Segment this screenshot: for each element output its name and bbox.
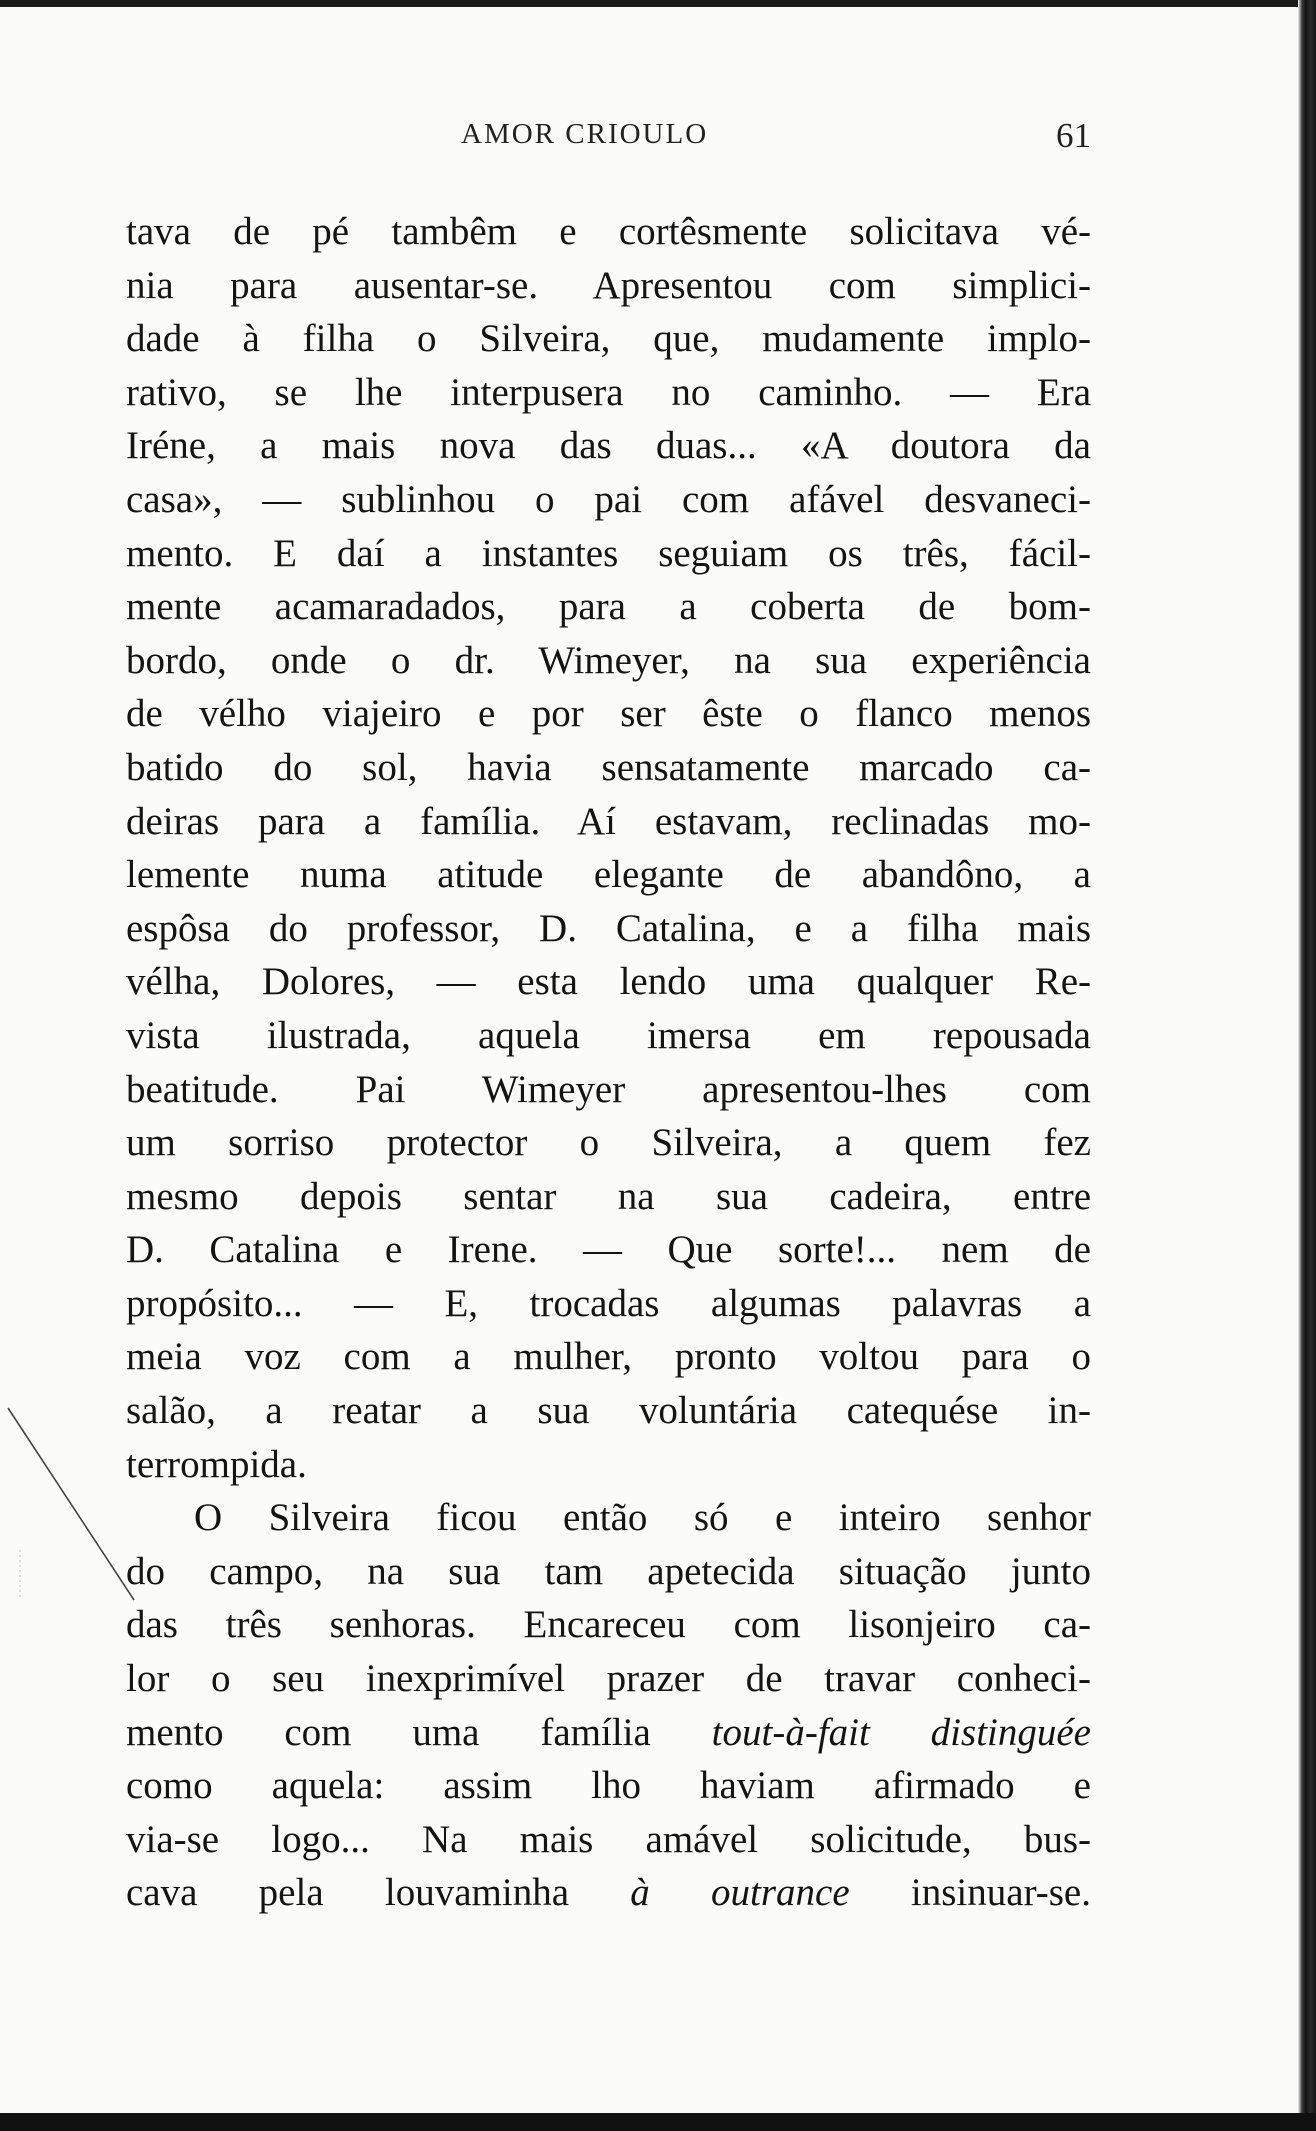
text-line: vista ilustrada, aquela imersa em repousada [126, 1013, 1091, 1057]
text-line: tava de pé tambêm e cortêsmente solicitava vé- [126, 210, 1091, 253]
page-header [126, 118, 1091, 168]
text-line: propósito... — E, trocadas algumas palavras a [126, 1281, 1091, 1325]
text-line: batido do sol, havia sensatamente marcado ca- [126, 745, 1091, 789]
text-line: mente acamaradados, para a coberta de bom- [126, 585, 1091, 629]
text-line: meia voz com a mulher, pronto voltou para o [126, 1335, 1091, 1379]
text-line: mento. E daí a instantes seguiam os três, fácil- [126, 531, 1091, 575]
text-line [126, 1866, 1091, 1920]
text-line: dade à filha o Silveira, que, mudamente implo- [126, 317, 1091, 361]
text-line: lor o seu inexprimível prazer de travar conheci- [126, 1657, 1091, 1701]
italic-phrase: à outrance [630, 1871, 850, 1915]
text-line: O Silveira ficou então só e inteiro senhor [194, 1496, 1091, 1540]
text-line: um sorriso protector o Silveira, a quem fez [126, 1121, 1091, 1165]
page-number: 61 [1056, 116, 1091, 155]
text-line: bordo, onde o dr. Wimeyer, na sua experiência [126, 638, 1091, 682]
text-line: beatitude. Pai Wimeyer apresentou-lhes com [126, 1067, 1091, 1111]
text-line: rativo, se lhe interpusera no caminho. — Era [126, 370, 1091, 414]
text-fragment: insinuar-se. [849, 1871, 1091, 1915]
text-line: de vélho viajeiro e por ser êste o flanco menos [126, 692, 1091, 736]
text-line: do campo, na sua tam apetecida situação junto [126, 1549, 1091, 1593]
text-line: vélha, Dolores, — esta lendo uma qualquer Re- [126, 960, 1091, 1004]
text-line: salão, a reatar a sua voluntária catequése in- [126, 1389, 1091, 1433]
running-title: AMOR CRIOULO [461, 118, 709, 150]
text-line: como aquela: assim lho haviam afirmado e [126, 1764, 1091, 1808]
text-line: nia para ausentar-se. Apresentou com simplici- [126, 263, 1091, 307]
text-line: deiras para a família. Aí estavam, reclinadas mo- [126, 799, 1091, 843]
scan-edge-bottom [0, 2113, 1316, 2131]
scan-edge-top [0, 0, 1300, 7]
text-line [126, 1706, 1091, 1760]
text-line: casa», — sublinhou o pai com afável desvaneci- [126, 477, 1091, 521]
text-line: terrompida. [126, 1442, 307, 1486]
text-line: das três senhoras. Encareceu com lisonjeiro ca- [126, 1603, 1091, 1647]
scan-edge-right [1298, 0, 1316, 2131]
italic-phrase: tout-à-fait distinguée [711, 1710, 1091, 1754]
body-text [126, 205, 1091, 1920]
pencil-margin-mark [0, 1400, 140, 1640]
text-line: espôsa do professor, D. Catalina, e a filha mais [126, 906, 1091, 950]
text-line: Iréne, a mais nova das duas... «A doutora da [126, 424, 1091, 468]
text-fragment: cava pela louvaminha [126, 1871, 631, 1915]
text-fragment: mento com uma família [126, 1710, 712, 1754]
text-line: via-se logo... Na mais amável solicitude, bus- [126, 1817, 1091, 1861]
text-line: D. Catalina e Irene. — Que sorte!... nem de [126, 1228, 1091, 1272]
text-line: lemente numa atitude elegante de abandôno, a [126, 853, 1091, 897]
text-line: mesmo depois sentar na sua cadeira, entre [126, 1174, 1091, 1218]
